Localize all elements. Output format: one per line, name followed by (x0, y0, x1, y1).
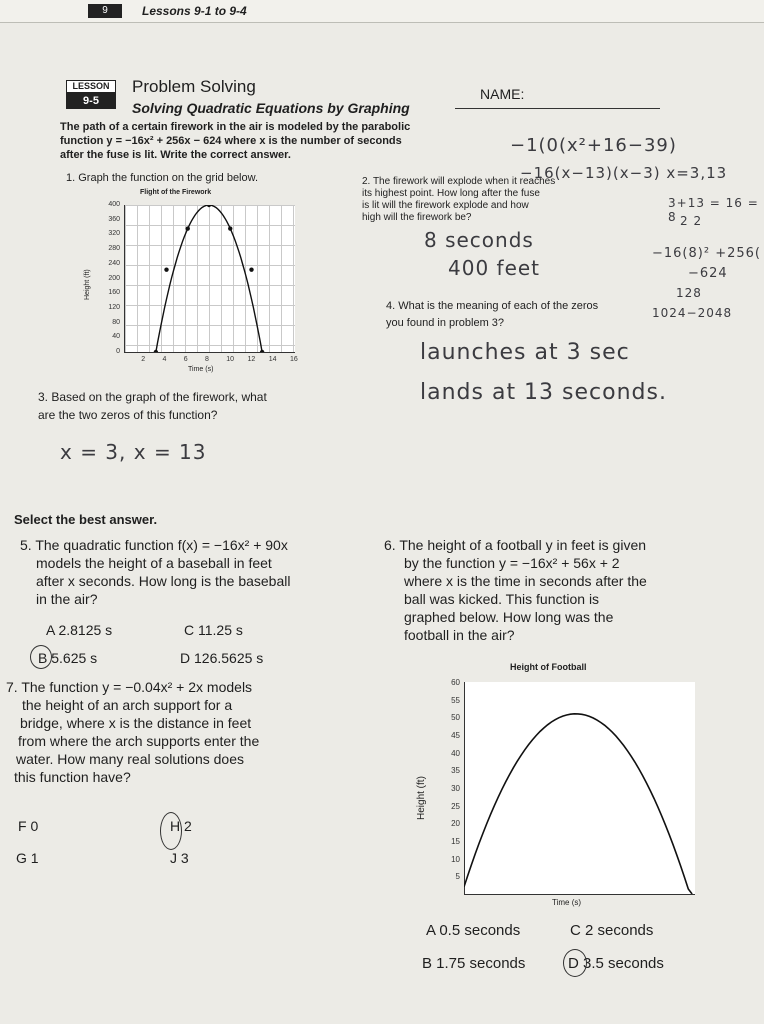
q6-choice-b[interactable]: B 1.75 seconds (422, 955, 526, 972)
chart2-xlabel: Time (s) (552, 898, 582, 907)
chart1-ytick: 120 (108, 303, 120, 311)
q7-choice-g[interactable]: G 1 (16, 850, 39, 866)
chart1-xtick: 4 (162, 356, 167, 363)
chart2-ytick: 40 (451, 748, 460, 758)
chart2-ytick: 25 (451, 801, 460, 811)
chart1-xtick: 10 (226, 356, 235, 363)
chart2-ytick: 35 (451, 766, 460, 776)
chart2-ytick: 20 (451, 819, 460, 829)
q5-choice-b[interactable]: B 5.625 s (38, 650, 98, 666)
q5-choice-a[interactable]: A 2.8125 s (46, 622, 113, 638)
chart2-ytick: 10 (451, 854, 460, 864)
chart1-xticks (124, 356, 296, 366)
chart2-ytick: 45 (451, 731, 460, 740)
q7-choice-j[interactable]: J 3 (170, 850, 189, 866)
question-6: 6. The height of a football y in feet is given by the function y = −16x² + 56x + 2 where x is the time in seconds after the ball was kicked. This function is graphed below. How long was the football in the air? (384, 537, 647, 643)
hand-note-5: −16(8)² +256( (652, 246, 761, 261)
chart1-ytick: 240 (108, 259, 120, 267)
chart1-ytick: 40 (112, 333, 120, 341)
q5-selected-circle (30, 645, 52, 669)
chart2-ytick: 60 (451, 678, 460, 687)
chart1-ytick: 360 (108, 215, 120, 223)
chart2-yticks (440, 680, 462, 896)
football-curve (464, 714, 692, 894)
hand-note-4: 2 2 (680, 214, 703, 228)
question-5: 5. The quadratic function f(x) = −16x² + 90x models the height of a baseball in feet after x seconds. How long is the baseball in the air? (20, 537, 291, 607)
name-label: NAME: (480, 86, 525, 102)
select-best-answer: Select the best answer. (14, 512, 158, 527)
lesson-label: LESSON (66, 80, 116, 93)
q6-choice-d[interactable]: D 3.5 seconds (568, 955, 664, 972)
chart1-xtick: 12 (247, 356, 256, 363)
firework-point (260, 350, 264, 352)
chart1-xtick: 14 (268, 356, 277, 363)
chart2-ytick: 15 (451, 837, 460, 846)
chart1-ytick: 80 (112, 318, 120, 326)
hand-note-6: −624 (688, 266, 728, 281)
question-1: 1. Graph the function on the grid below. (66, 172, 259, 184)
firework-point (228, 226, 232, 230)
chart1-xtick: 6 (183, 356, 188, 363)
q6-choice-c[interactable]: C 2 seconds (570, 922, 654, 939)
chart2-ytick: 5 (455, 872, 460, 882)
firework-point (154, 350, 158, 352)
header-title: Lessons 9-1 to 9-4 (142, 4, 247, 18)
chart1-ytick: 0 (116, 348, 120, 355)
chart1-xlabel: Time (s) (188, 366, 214, 373)
firework-point (186, 226, 190, 230)
chart1-ytick: 280 (108, 245, 120, 253)
question-2: 2. The firework will explode when it reaches its highest point. How long after the fuse is lit will the firework explode and how high will the firework be? (362, 176, 556, 223)
chart1-yticks (98, 200, 122, 360)
hand-answer-land: lands at 13 seconds. (420, 380, 667, 405)
chart2-ytick: 50 (451, 713, 460, 723)
q5-choice-c[interactable]: C 11.25 s (184, 622, 243, 638)
q7-selected-circle (160, 812, 182, 850)
q6-choice-a[interactable]: A 0.5 seconds (426, 922, 521, 939)
chart1-ytick: 400 (108, 201, 120, 208)
page-number: 9 (88, 4, 122, 18)
chart1-ytick: 200 (108, 274, 120, 282)
chart1-xtick: 16 (290, 356, 298, 363)
firework-curve (156, 205, 262, 352)
hand-answer-height: 400 feet (448, 256, 541, 280)
question-7: 7. The function y = −0.04x² + 2x models the height of an arch support for a bridge, where x is the distance in feet from where the arch supports enter the water. How many real solutions does this function have? (6, 679, 260, 785)
hand-note-3: 3+13 = 16 = 8 (668, 196, 759, 224)
page-subtitle: Solving Quadratic Equations by Graphing (132, 100, 410, 116)
question-4: 4. What is the meaning of each of the zeros you found in problem 3? (386, 300, 599, 329)
hand-answer-launch: launches at 3 sec (420, 340, 630, 365)
hand-note-8: 1024−2048 (652, 306, 733, 320)
question-3: 3. Based on the graph of the firework, what are the two zeros of this function? (38, 390, 267, 422)
hand-answer-zeros: x = 3, x = 13 (60, 440, 207, 464)
firework-point (207, 205, 211, 207)
lesson-badge (66, 80, 116, 110)
name-line (455, 108, 660, 109)
q7-choice-h[interactable]: H 2 (170, 818, 192, 834)
chart2-ylabel: Height (ft) (416, 776, 427, 820)
q5-choice-d[interactable]: D 126.5625 s (180, 650, 264, 666)
chart2-title: Height of Football (510, 662, 587, 672)
chart1-ytick: 160 (108, 289, 120, 297)
chart1-title: Flight of the Firework (140, 189, 212, 196)
q7-choice-f[interactable]: F 0 (18, 818, 39, 834)
chart2-ytick: 55 (451, 695, 460, 705)
firework-point (164, 267, 168, 271)
intro-text: The path of a certain firework in the air is modeled by the parabolic function y = −16x² + 256x − 624 where x is the number of seconds after the fuse is lit. Write the correct answer. (60, 121, 411, 161)
chart1-ytick: 320 (108, 230, 120, 238)
firework-curve-svg (124, 205, 294, 352)
hand-note-1: −1(0(x²+16−39) (510, 135, 677, 156)
hand-note-7: 128 (676, 286, 702, 300)
chart1-xtick: 8 (205, 356, 209, 363)
hand-answer-time: 8 seconds (424, 228, 534, 252)
football-curve-svg (464, 682, 694, 894)
page-title: Problem Solving (132, 77, 256, 96)
firework-point (249, 267, 253, 271)
hand-note-2: −16(x−13)(x−3) x=3,13 (520, 164, 728, 182)
chart1-ylabel: Height (ft) (84, 269, 91, 300)
lesson-number: 9-5 (66, 93, 116, 109)
chart2-ytick: 30 (451, 784, 460, 793)
q6-selected-circle (563, 949, 587, 977)
chart1-xtick: 2 (141, 356, 146, 363)
